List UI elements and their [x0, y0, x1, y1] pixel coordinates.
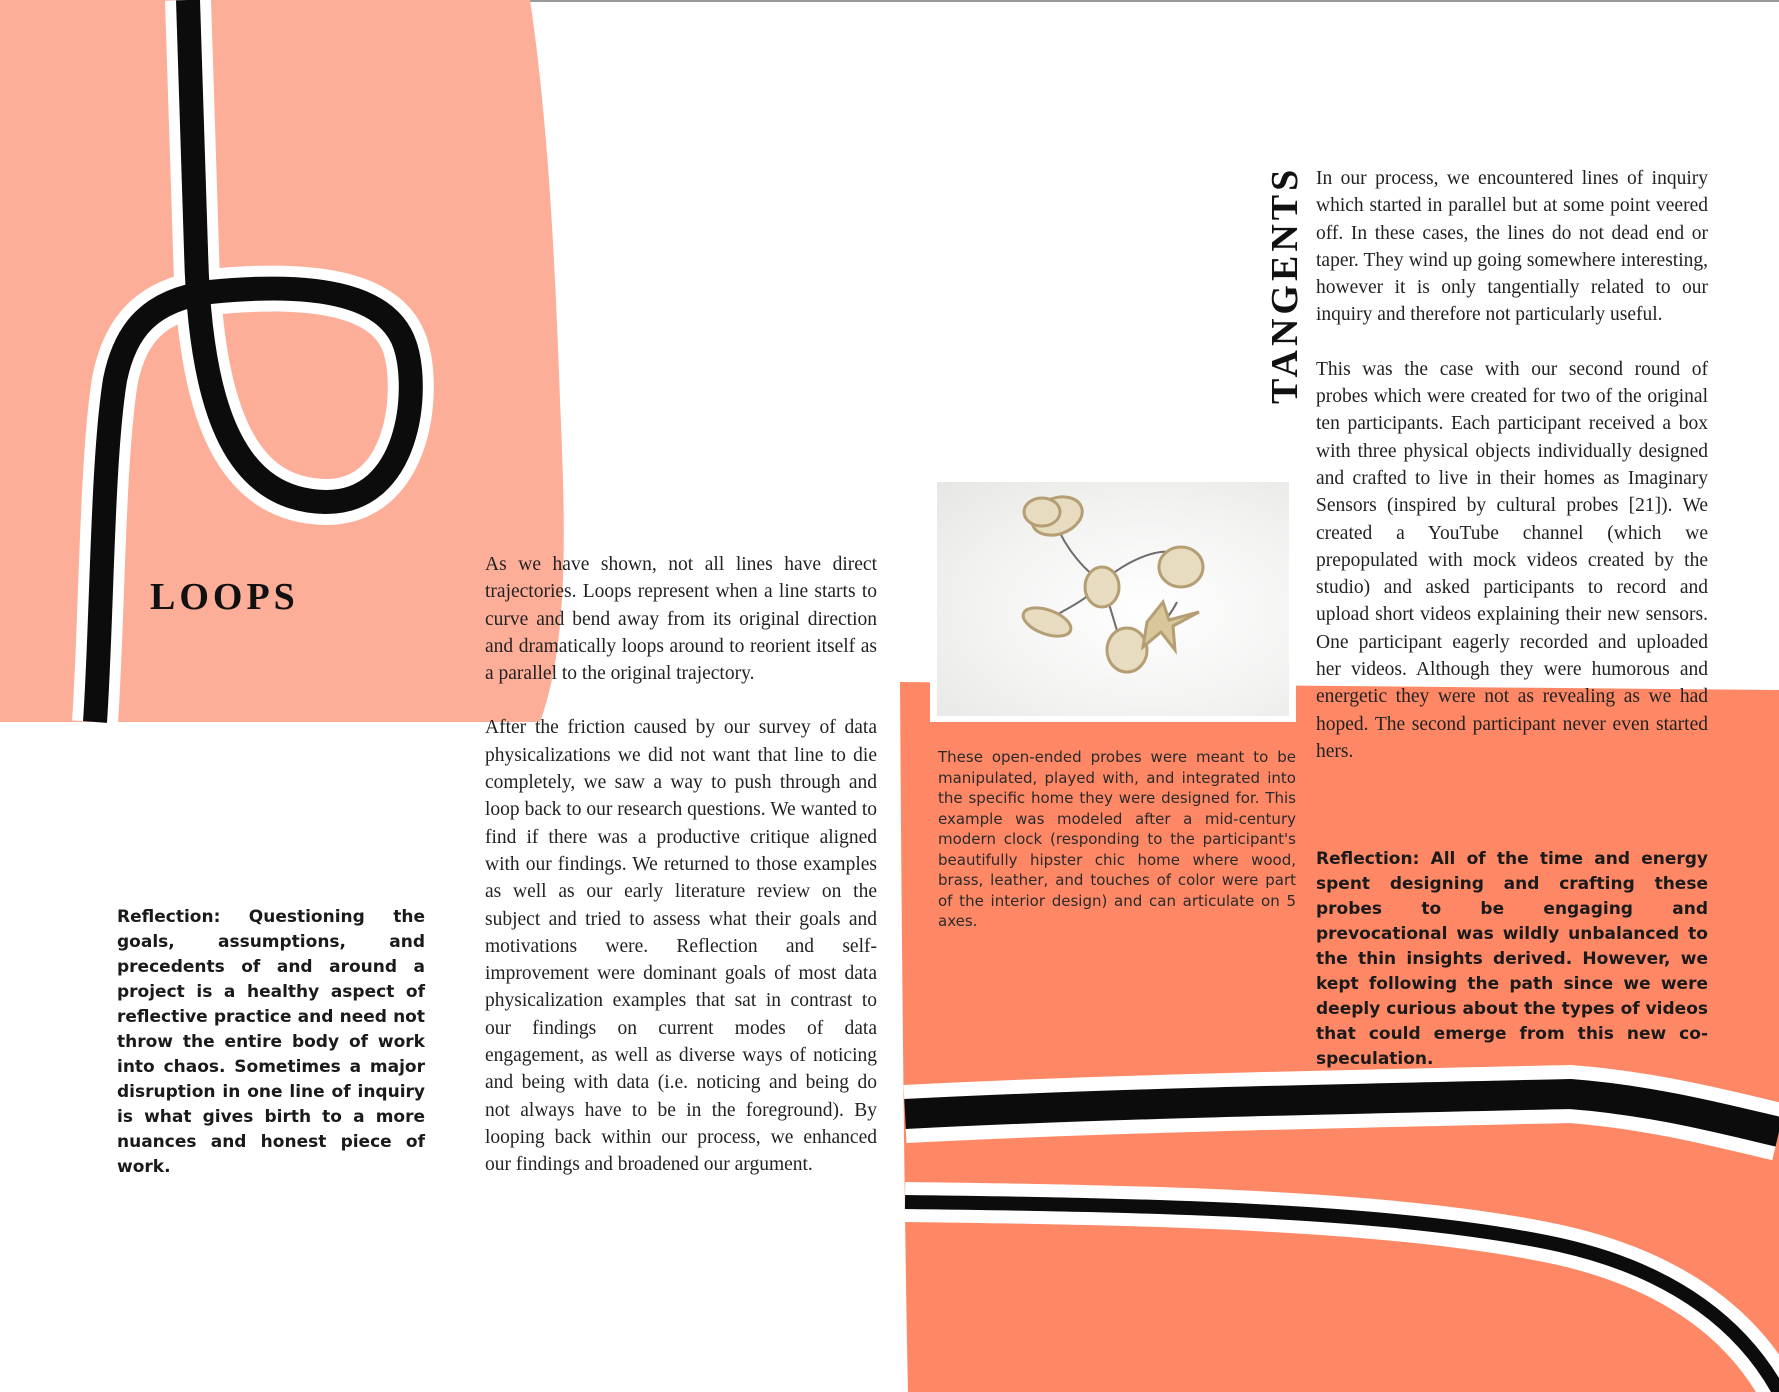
loops-paragraph: After the friction caused by our survey of data physicalizations we did not want that line to die completely, we saw a way to push through and loop back to our research questions. We wanted to find if there was a productive critique aligned with our findings. We returned to those examples as well as our early literature review on the subject and tried to assess what their goals and motivations were. Reflection and self-improvement were dominant goals of most data physicalization examples that sat in contrast to our findings on current modes of data engagement, as well as diverse ways of noticing and being with data (i.e. noticing and being do not always have to be in the foreground). By looping back within our process, we enhanced our findings and broadened our argument.	[485, 717, 877, 1176]
loops-body	[485, 551, 877, 1206]
tangents-title: TANGENTS	[1264, 165, 1306, 404]
loops-paragraph: As we have shown, not all lines have direct trajectories. Loops represent when a line starts to curve and bend away from its original direction and dramatically loops around to reorient itself as a parallel to the original trajectory.	[485, 554, 877, 685]
tangents-reflection: Reflection: All of the time and energy spent designing and crafting these probes to be engaging and prevocational was wildly unbalanced to the thin insights derived. However, we kept following the path since we were deeply curious about the types of videos that could emerge from this new co-speculation.	[1316, 849, 1708, 1069]
probe-photo	[937, 482, 1289, 716]
loops-title: LOOPS	[150, 576, 299, 618]
tangents-paragraph: This was the case with our second round of probes which were created for two of the original ten participants. Each participant received a box with three physical objects individually designed and crafted to live in their homes as Imaginary Sensors (inspired by cultural probes [21]). We created a YouTube channel (which we prepopulated with mock videos created by the studio) and asked participants to record and upload short videos explaining their new sensors. One participant eagerly recorded and uploaded her videos. Although they were humorous and energetic they were not as revealing as we had hoped. The second participant never even started hers.	[1316, 358, 1708, 762]
photo-caption: These open-ended probes were meant to be manipulated, played with, and integrated into the specific home they were designed for. This example was modeled after a mid-century modern clock (responding to the participant's beautifully hipster chic home where wood, brass, leather, and touches of color were part of the interior design) and can articulate on 5 axes.	[938, 748, 1296, 930]
tangents-paragraph: In our process, we encountered lines of inquiry which started in parallel but at some point veered off. In these cases, the lines do not dead end or taper. They wind up going somewhere interesting, however it is only tangentially related to our inquiry and therefore not particularly useful.	[1316, 168, 1708, 326]
probe-sculpture-illustration	[937, 482, 1289, 716]
tangents-body	[1316, 165, 1708, 792]
loops-reflection: Reflection: Questioning the goals, assumptions, and precedents of and around a project is a healthy aspect of reflective practice and need not throw the entire body of work into chaos. Sometimes a major disruption in one line of inquiry is what gives birth to a more nuances and honest piece of work.	[117, 907, 425, 1177]
